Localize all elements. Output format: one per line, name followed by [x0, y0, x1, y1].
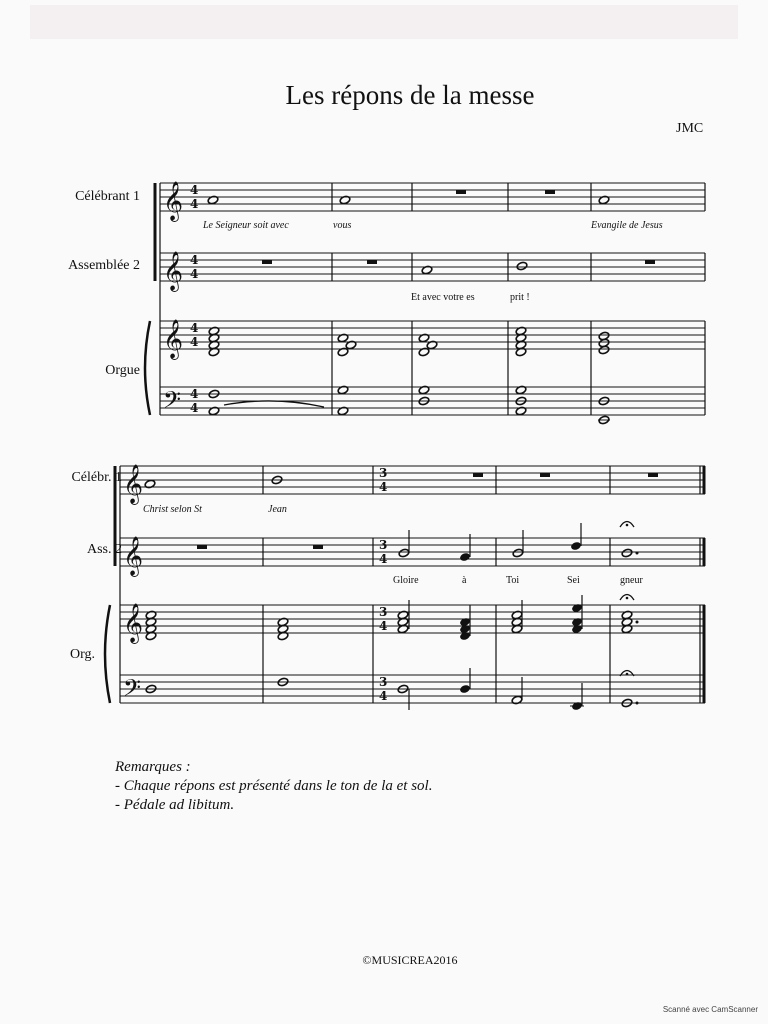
- svg-text:4: 4: [190, 267, 199, 281]
- celebrant-label: Célébr. 1: [71, 470, 122, 485]
- notes-system2: [144, 475, 638, 711]
- assembly-label: Ass. 2: [86, 542, 122, 557]
- svg-text:4: 4: [190, 335, 199, 349]
- svg-text:4: 4: [190, 401, 199, 415]
- remarks: [115, 758, 432, 815]
- treble-clef-icon: 𝄞: [123, 603, 144, 643]
- bass-clef-icon: 𝄢: [123, 674, 142, 707]
- composer: JMC: [676, 121, 704, 136]
- remarks-item: - Chaque répons est présenté dans le ton de la et sol.: [115, 778, 433, 794]
- lyric: Evangile de Jesus: [591, 220, 663, 231]
- lyric: Toi: [506, 575, 520, 586]
- barlines: [160, 183, 705, 415]
- svg-text:4: 4: [379, 619, 388, 633]
- svg-text:4: 4: [379, 689, 388, 703]
- treble-clef-icon: 𝄞: [123, 536, 144, 576]
- lyric: gneur: [620, 575, 643, 586]
- lyric: prit !: [510, 292, 530, 303]
- svg-text:3: 3: [379, 466, 388, 480]
- svg-text:4: 4: [379, 552, 388, 566]
- remarks-heading: Remarques :: [115, 759, 191, 775]
- treble-clef-icon: 𝄞: [163, 319, 184, 359]
- svg-text:4: 4: [190, 321, 199, 335]
- lyric: Gloire: [393, 575, 419, 586]
- lyric: Sei: [567, 575, 580, 586]
- svg-text:3: 3: [379, 605, 388, 619]
- svg-text:3: 3: [379, 675, 388, 689]
- time-signatures: [190, 183, 387, 703]
- lyric: Christ selon St: [143, 504, 202, 515]
- svg-text:3: 3: [379, 538, 388, 552]
- remarks-item: - Pédale ad libitum.: [115, 797, 235, 813]
- lyric: vous: [333, 220, 352, 231]
- treble-clef-icon: 𝄞: [163, 181, 184, 221]
- lyric: Jean: [268, 504, 287, 515]
- organ-label: Org.: [69, 647, 95, 662]
- lyric: à: [462, 575, 467, 586]
- organ-label: Orgue: [105, 363, 140, 378]
- bass-clef-icon: 𝄢: [163, 386, 182, 419]
- svg-text:4: 4: [190, 387, 199, 401]
- celebrant-label: Célébrant 1: [75, 189, 140, 204]
- treble-clef-icon: 𝄞: [163, 251, 184, 291]
- lyric: Et avec votre es: [411, 292, 475, 303]
- svg-text:4: 4: [190, 197, 199, 211]
- scanner-watermark: Scanné avec CamScanner: [662, 1005, 758, 1014]
- rests: [197, 190, 658, 549]
- svg-text:4: 4: [379, 480, 388, 494]
- copyright: ©MUSICREA2016: [362, 953, 458, 967]
- clefs: [123, 181, 183, 707]
- svg-text:4: 4: [190, 183, 199, 197]
- organ-brace: [105, 605, 110, 703]
- barlines: [120, 466, 700, 703]
- lyric: Le Seigneur soit avec: [203, 220, 289, 231]
- assembly-label: Assemblée 2: [68, 258, 140, 273]
- notes-system1: [207, 195, 610, 425]
- organ-brace: [145, 321, 150, 415]
- page-title: Les répons de la messe: [285, 80, 535, 110]
- svg-text:4: 4: [190, 253, 199, 267]
- treble-clef-icon: 𝄞: [123, 464, 144, 504]
